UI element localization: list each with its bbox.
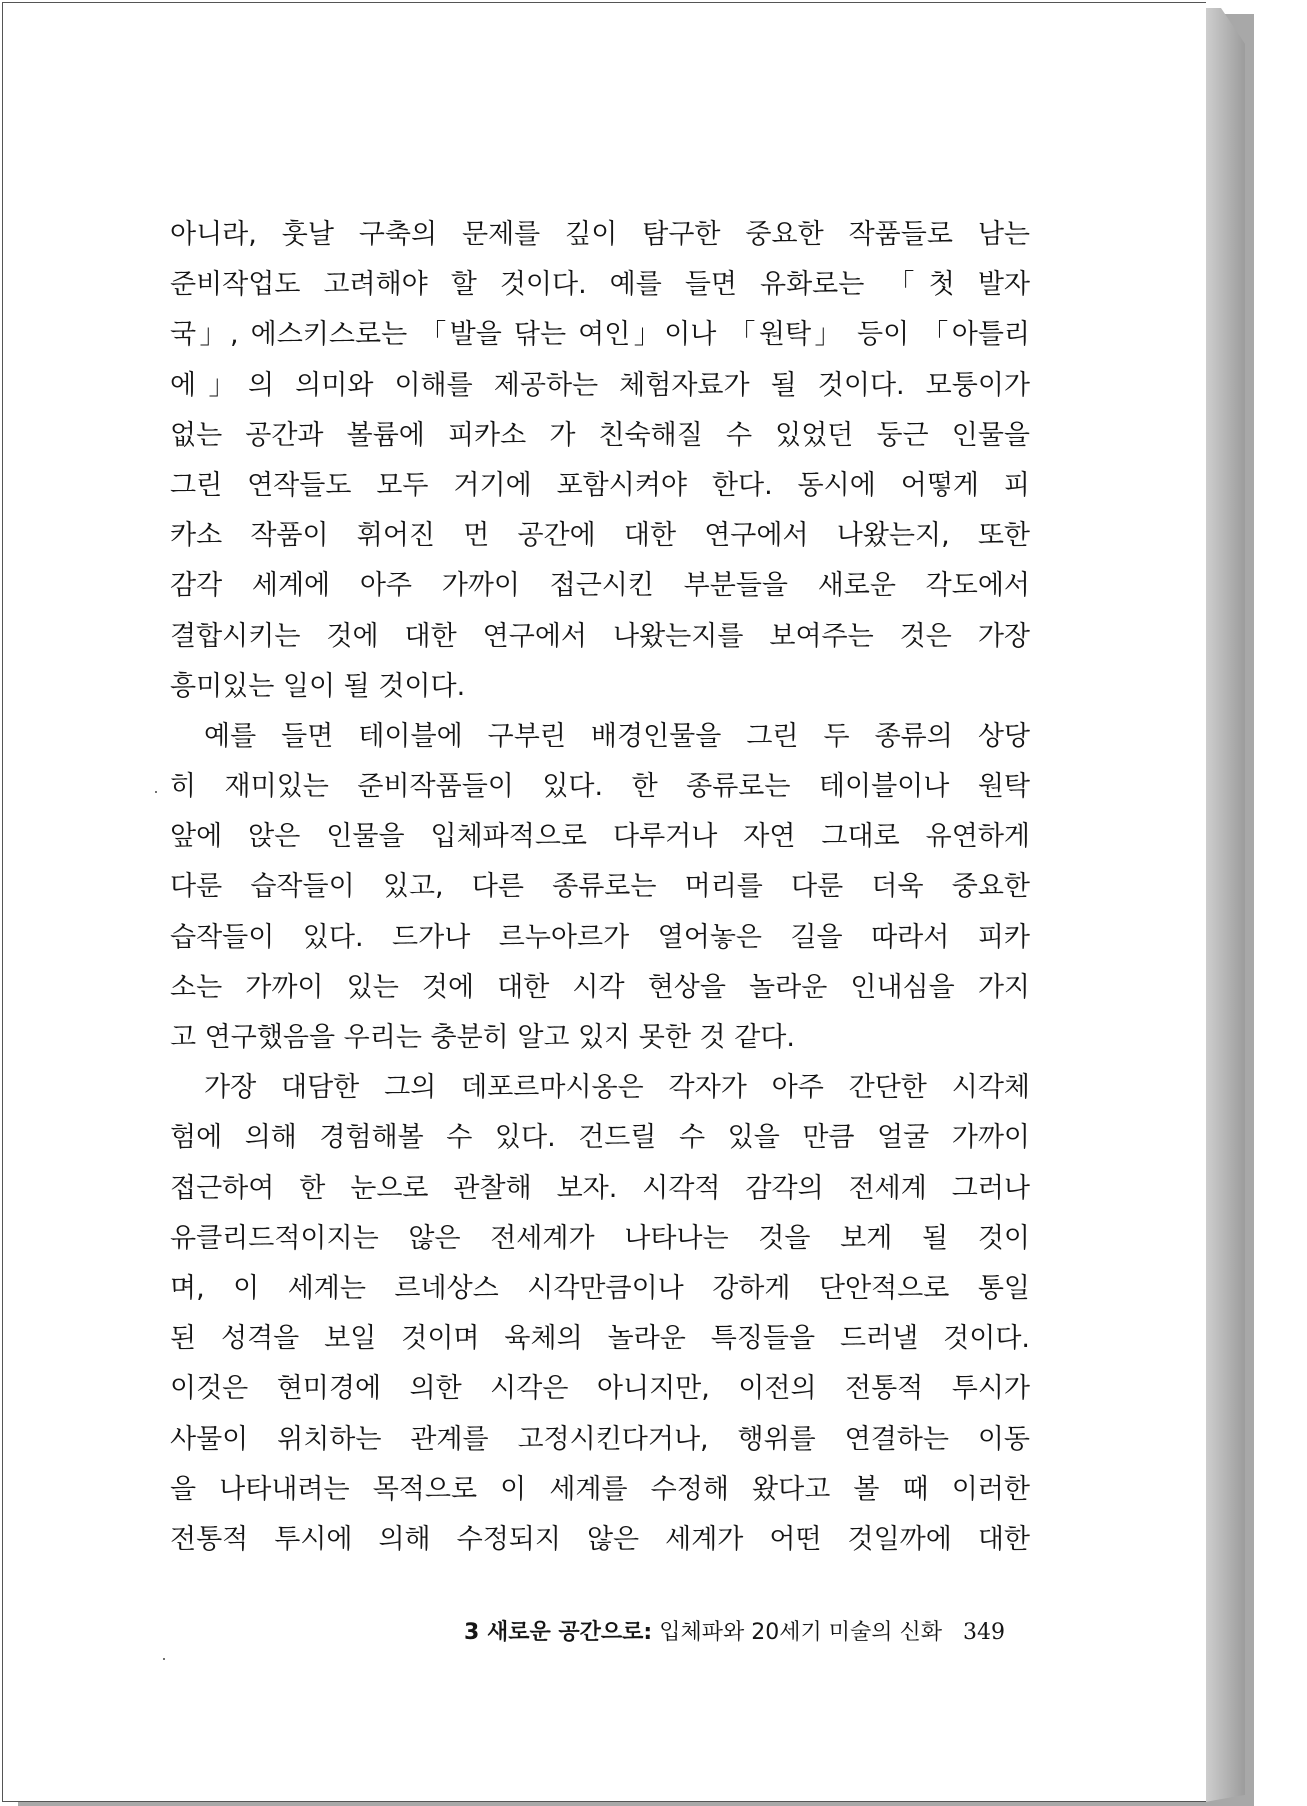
text-line: 가장 대담한 그의 데포르마시옹은 각자가 아주 간단한 시각체 (204, 1072, 1030, 1104)
text-line: 앞에 앉은 인물을 입체파적으로 다루거나 자연 그대로 유연하게 (170, 821, 1030, 853)
text-line: 을 나타내려는 목적으로 이 세계를 수정해 왔다고 볼 때 이러한 (170, 1473, 1030, 1505)
page-number: 349 (963, 1620, 1005, 1645)
text-line: 된 성격을 보일 것이며 육체의 놀라운 특징들을 드러낼 것이다. (170, 1323, 1030, 1355)
text-line: 소는 가까이 있는 것에 대한 시각 현상을 놀라운 인내심을 가지 (170, 971, 1030, 1003)
text-line: 감각 세계에 아주 가까이 접근시킨 부분들을 새로운 각도에서 (170, 570, 1030, 602)
chapter-title: 3 새로운 공간으로: (464, 1620, 653, 1645)
text-line: 준비작업도 고려해야 할 것이다. 예를 들면 유화로는 「첫 발자 (170, 269, 1030, 301)
text-line: 국」, 에스키스로는 「발을 닦는 여인」이나 「원탁」 등이 「아틀리 (170, 319, 1030, 351)
text-line: 예를 들면 테이블에 구부린 배경인물을 그린 두 종류의 상당 (204, 720, 1030, 752)
text-line: 사물이 위치하는 관계를 고정시킨다거나, 행위를 연결하는 이동 (170, 1423, 1030, 1455)
text-line: 접근하여 한 눈으로 관찰해 보자. 시각적 감각의 전세계 그러나 (170, 1172, 1030, 1204)
text-line: 아니라, 훗날 구축의 문제를 깊이 탐구한 중요한 작품들로 남는 (170, 219, 1030, 250)
running-footer (415, 1615, 1005, 1646)
text-line: 이것은 현미경에 의한 시각은 아니지만, 이전의 전통적 투시가 (170, 1373, 1030, 1405)
text-line: 히 재미있는 준비작품들이 있다. 한 종류로는 테이블이나 원탁 (170, 771, 1030, 803)
text-line: 에」의 의미와 이해를 제공하는 체험자료가 될 것이다. 모퉁이가 (170, 369, 1030, 401)
page-edge (1205, 8, 1245, 1802)
text-line: 습작들이 있다. 드가나 르누아르가 열어놓은 길을 따라서 피카 (170, 921, 1030, 953)
text-line: 전통적 투시에 의해 수정되지 않은 세계가 어떤 것일까에 대한 (170, 1523, 1030, 1555)
text-line: 험에 의해 경험해볼 수 있다. 건드릴 수 있을 만큼 얼굴 가까이 (170, 1122, 1030, 1154)
text-line: 흥미있는 일이 될 것이다. (170, 670, 466, 702)
text-line: 결합시키는 것에 대한 연구에서 나왔는지를 보여주는 것은 가장 (170, 620, 1030, 652)
text-line: 그린 연작들도 모두 거기에 포함시켜야 한다. 동시에 어떻게 피 (170, 469, 1030, 501)
text-line: 카소 작품이 휘어진 먼 공간에 대한 연구에서 나왔는지, 또한 (170, 520, 1030, 552)
text-line: 고 연구했음을 우리는 충분히 알고 있지 못한 것 같다. (170, 1022, 795, 1053)
text-line: 다룬 습작들이 있고, 다른 종류로는 머리를 다룬 더욱 중요한 (170, 871, 1030, 903)
text-line: 없는 공간과 볼륨에 피카소 가 친숙해질 수 있었던 둥근 인물을 (170, 419, 1030, 451)
body-text (170, 210, 1030, 1565)
text-line: 유클리드적이지는 않은 전세계가 나타나는 것을 보게 될 것이 (170, 1222, 1030, 1254)
scan-speck (155, 791, 157, 793)
scan-speck (163, 1658, 165, 1660)
chapter-subtitle: 입체파와 20세기 미술의 신화 (659, 1620, 942, 1645)
text-line: 며, 이 세계는 르네상스 시각만큼이나 강하게 단안적으로 통일 (170, 1272, 1030, 1304)
